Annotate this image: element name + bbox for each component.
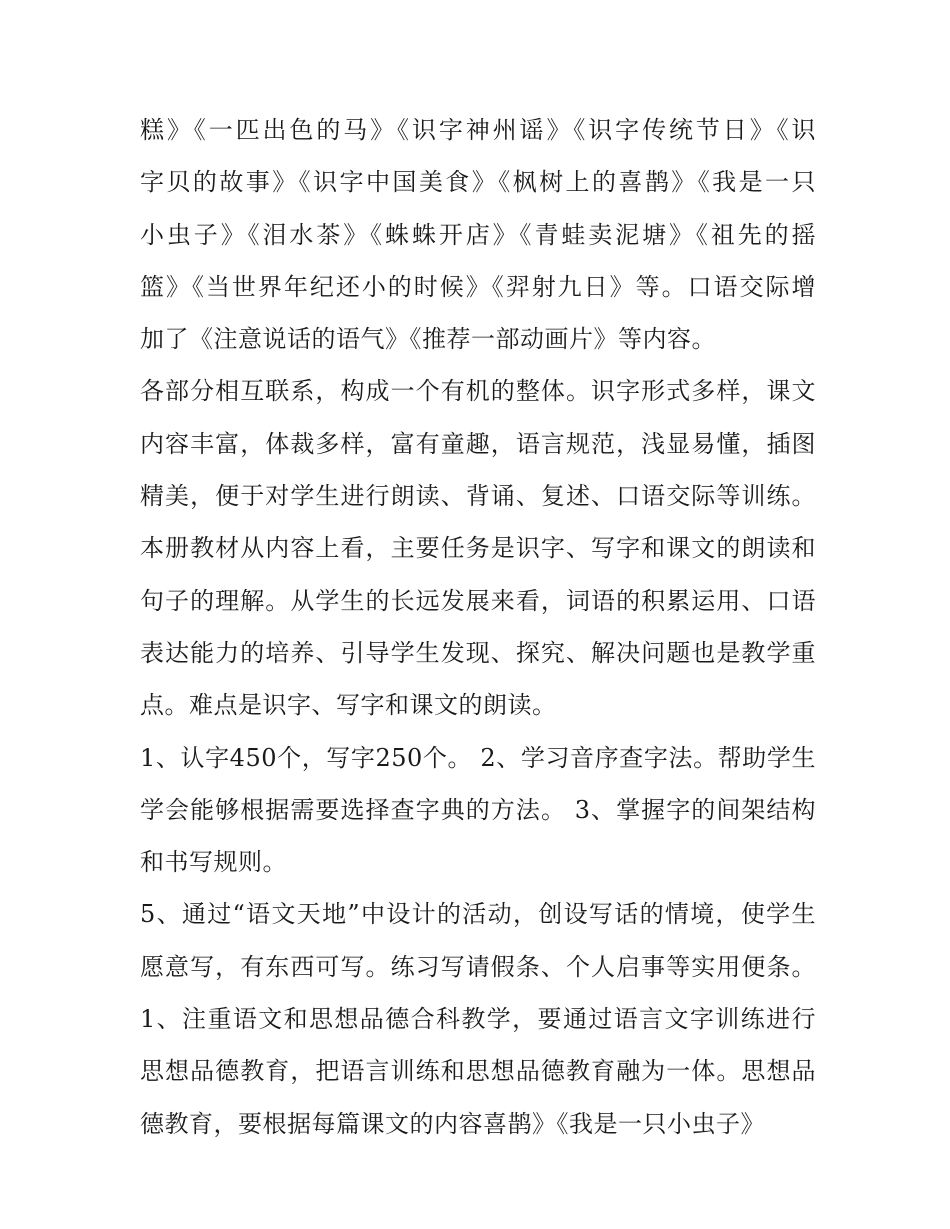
document-body: [140, 104, 816, 1150]
text-line: 思想品德教育，把语言训练和思想品德教育融为一体。思想品: [140, 1057, 816, 1086]
text-line: 德教育，要根据每篇课文的内容喜鹊》《我是一只小虫子》: [140, 1109, 765, 1138]
text-line: 小虫子》《泪水茶》《蛛蛛开店》《青蛙卖泥塘》《祖先的摇: [140, 220, 816, 249]
text-line: 愿意写，有东西可写。练习写请假条、个人启事等实用便条。: [140, 952, 816, 981]
text-line: 点。难点是识字、写字和课文的朗读。: [140, 691, 557, 720]
text-line: 学会能够根据需要选择查字典的方法。 3、掌握字的间架结构: [140, 795, 816, 824]
text-line: 糕》《一匹出色的马》《识字神州谣》《识字传统节日》《识: [140, 116, 816, 144]
text-line: 5、通过“语文天地”中设计的活动，创设写话的情境，使学生: [140, 900, 816, 929]
text-line: 表达能力的培养、引导学生发现、探究、解决问题也是教学重: [140, 638, 816, 667]
text-line: 1、认字450个，写字250个。 2、学习音序查字法。帮助学生: [140, 743, 816, 772]
text-line: 本册教材从内容上看，主要任务是识字、写字和课文的朗读和: [140, 534, 816, 563]
text-line: 内容丰富，体裁多样，富有童趣，语言规范，浅显易懂，插图: [140, 429, 816, 458]
text-line: 1、注重语文和思想品德合科教学，要通过语言文字训练进行: [140, 1005, 816, 1034]
text-line: 加了《注意说话的语气》《推荐一部动画片》等内容。: [140, 325, 716, 354]
text-line: 篮》《当世界年纪还小的时候》《羿射九日》等。口语交际增: [140, 272, 816, 301]
text-line: 精美，便于对学生进行朗读、背诵、复述、口语交际等训练。: [140, 482, 816, 511]
text-line: 各部分相互联系，构成一个有机的整体。识字形式多样，课文: [140, 377, 816, 406]
text-line: 句子的理解。从学生的长远发展来看，词语的积累运用、口语: [140, 586, 816, 615]
text-line: 字贝的故事》《识字中国美食》《枫树上的喜鹊》《我是一只: [140, 168, 816, 197]
text-line: 和书写规则。: [140, 848, 287, 877]
